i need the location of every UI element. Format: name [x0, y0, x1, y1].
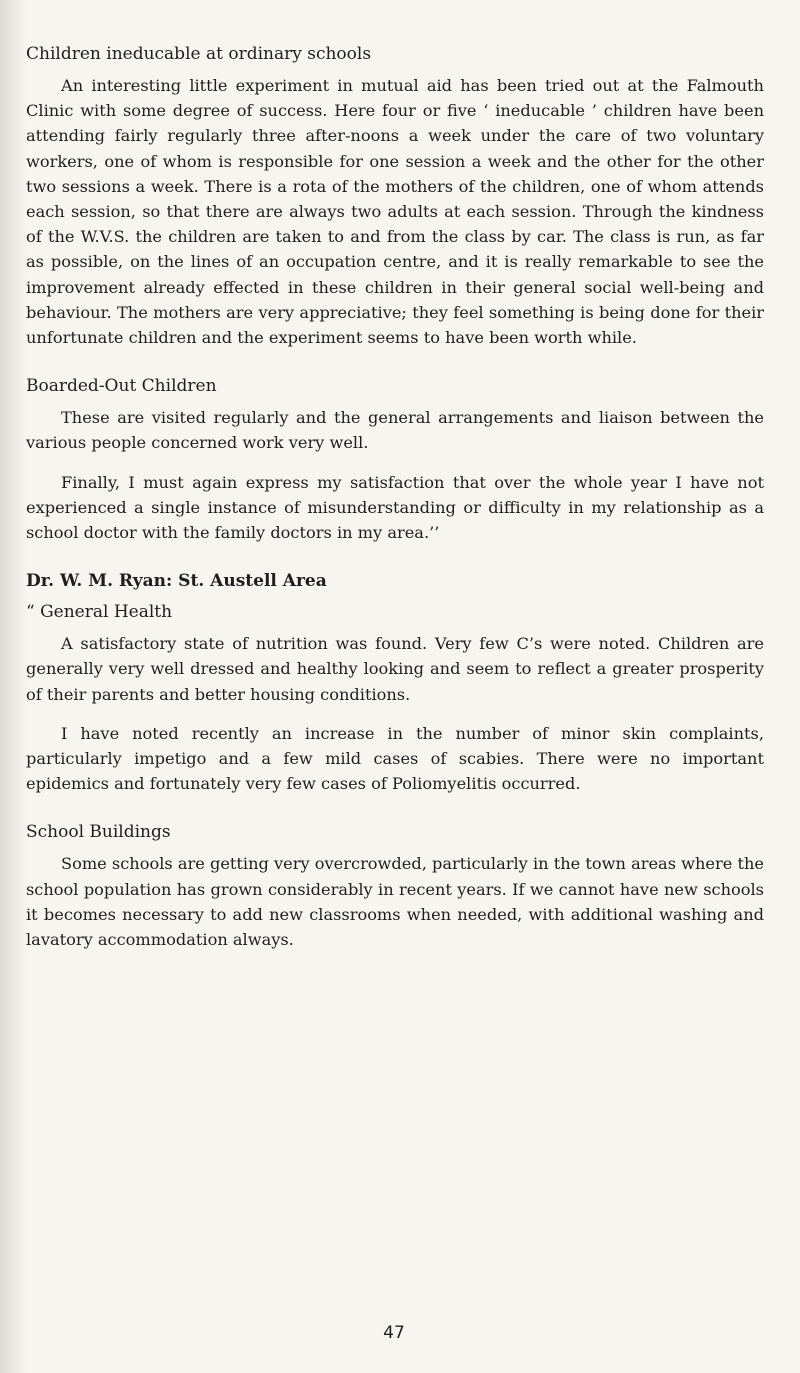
section-heading-boarded-out: Boarded-Out Children [26, 376, 217, 397]
section-heading-ineducable: Children ineducable at ordinary schools [26, 44, 372, 64]
page-number-text: 47 [383, 1323, 405, 1343]
text-column [26, 42, 764, 952]
subheading-general-health: “ General Health [26, 602, 173, 623]
section-heading-school-buildings: School Buildings [26, 822, 171, 843]
paragraph-nutrition: A satisfactory state of nutrition was found. Very few C’s were noted. Children are generally very well dressed and healthy looking and seem to reflect a greater prosperity of their parents and better housing conditions. [26, 634, 764, 704]
paragraph-ineducable: An interesting little experiment in mutual aid has been tried out at the Falmouth Clinic with some degree of success. Here four or five ‘ ineducable ’ children have been attending fairly regularly three after-noons a week under the care of two voluntary workers, one of whom is responsible for one session a week and the other for the other two sessions a week. There is a rota of the mothers of the children, one of whom attends each session, so that there are always two adults at each session. Through the kindness of the W.V.S. the children are taken to and from the class by car. The class is run, as far as possible, on the lines of an occupation centre, and it is really remarkable to see the improvement already effected in these children in their general social well-being and behaviour. The mothers are very appreciative; they feel something is being done for their unfortunate children and the experiment seems to have been worth while. [26, 76, 764, 348]
scan-edge-shadow [0, 0, 26, 1373]
page-number [0, 1323, 800, 1343]
paragraph-finally: Finally, I must again express my satisfaction that over the whole year I have not experienced a single instance of misunderstanding or difficulty in my relationship as a school doctor with the family doctors in my area.’’ [26, 472, 764, 543]
section-heading-ryan: Dr. W. M. Ryan: St. Austell Area [26, 571, 327, 592]
paragraph-skin-complaints: I have noted recently an increase in the number of minor skin complaints, particularly impetigo and a few mild cases of scabies. There were no important epidemics and fortunately very few cases of Poliomyelitis occurred. [26, 723, 764, 794]
paragraph-school-buildings: Some schools are getting very overcrowded, particularly in the town areas where the school population has grown considerably in recent years. If we cannot have new schools it becomes necessary to add new classrooms when needed, with additional washing and lavatory accommodation always. [26, 854, 764, 950]
paragraph-boarded-out: These are visited regularly and the general arrangements and liaison between the various people concerned work very well. [26, 408, 764, 453]
